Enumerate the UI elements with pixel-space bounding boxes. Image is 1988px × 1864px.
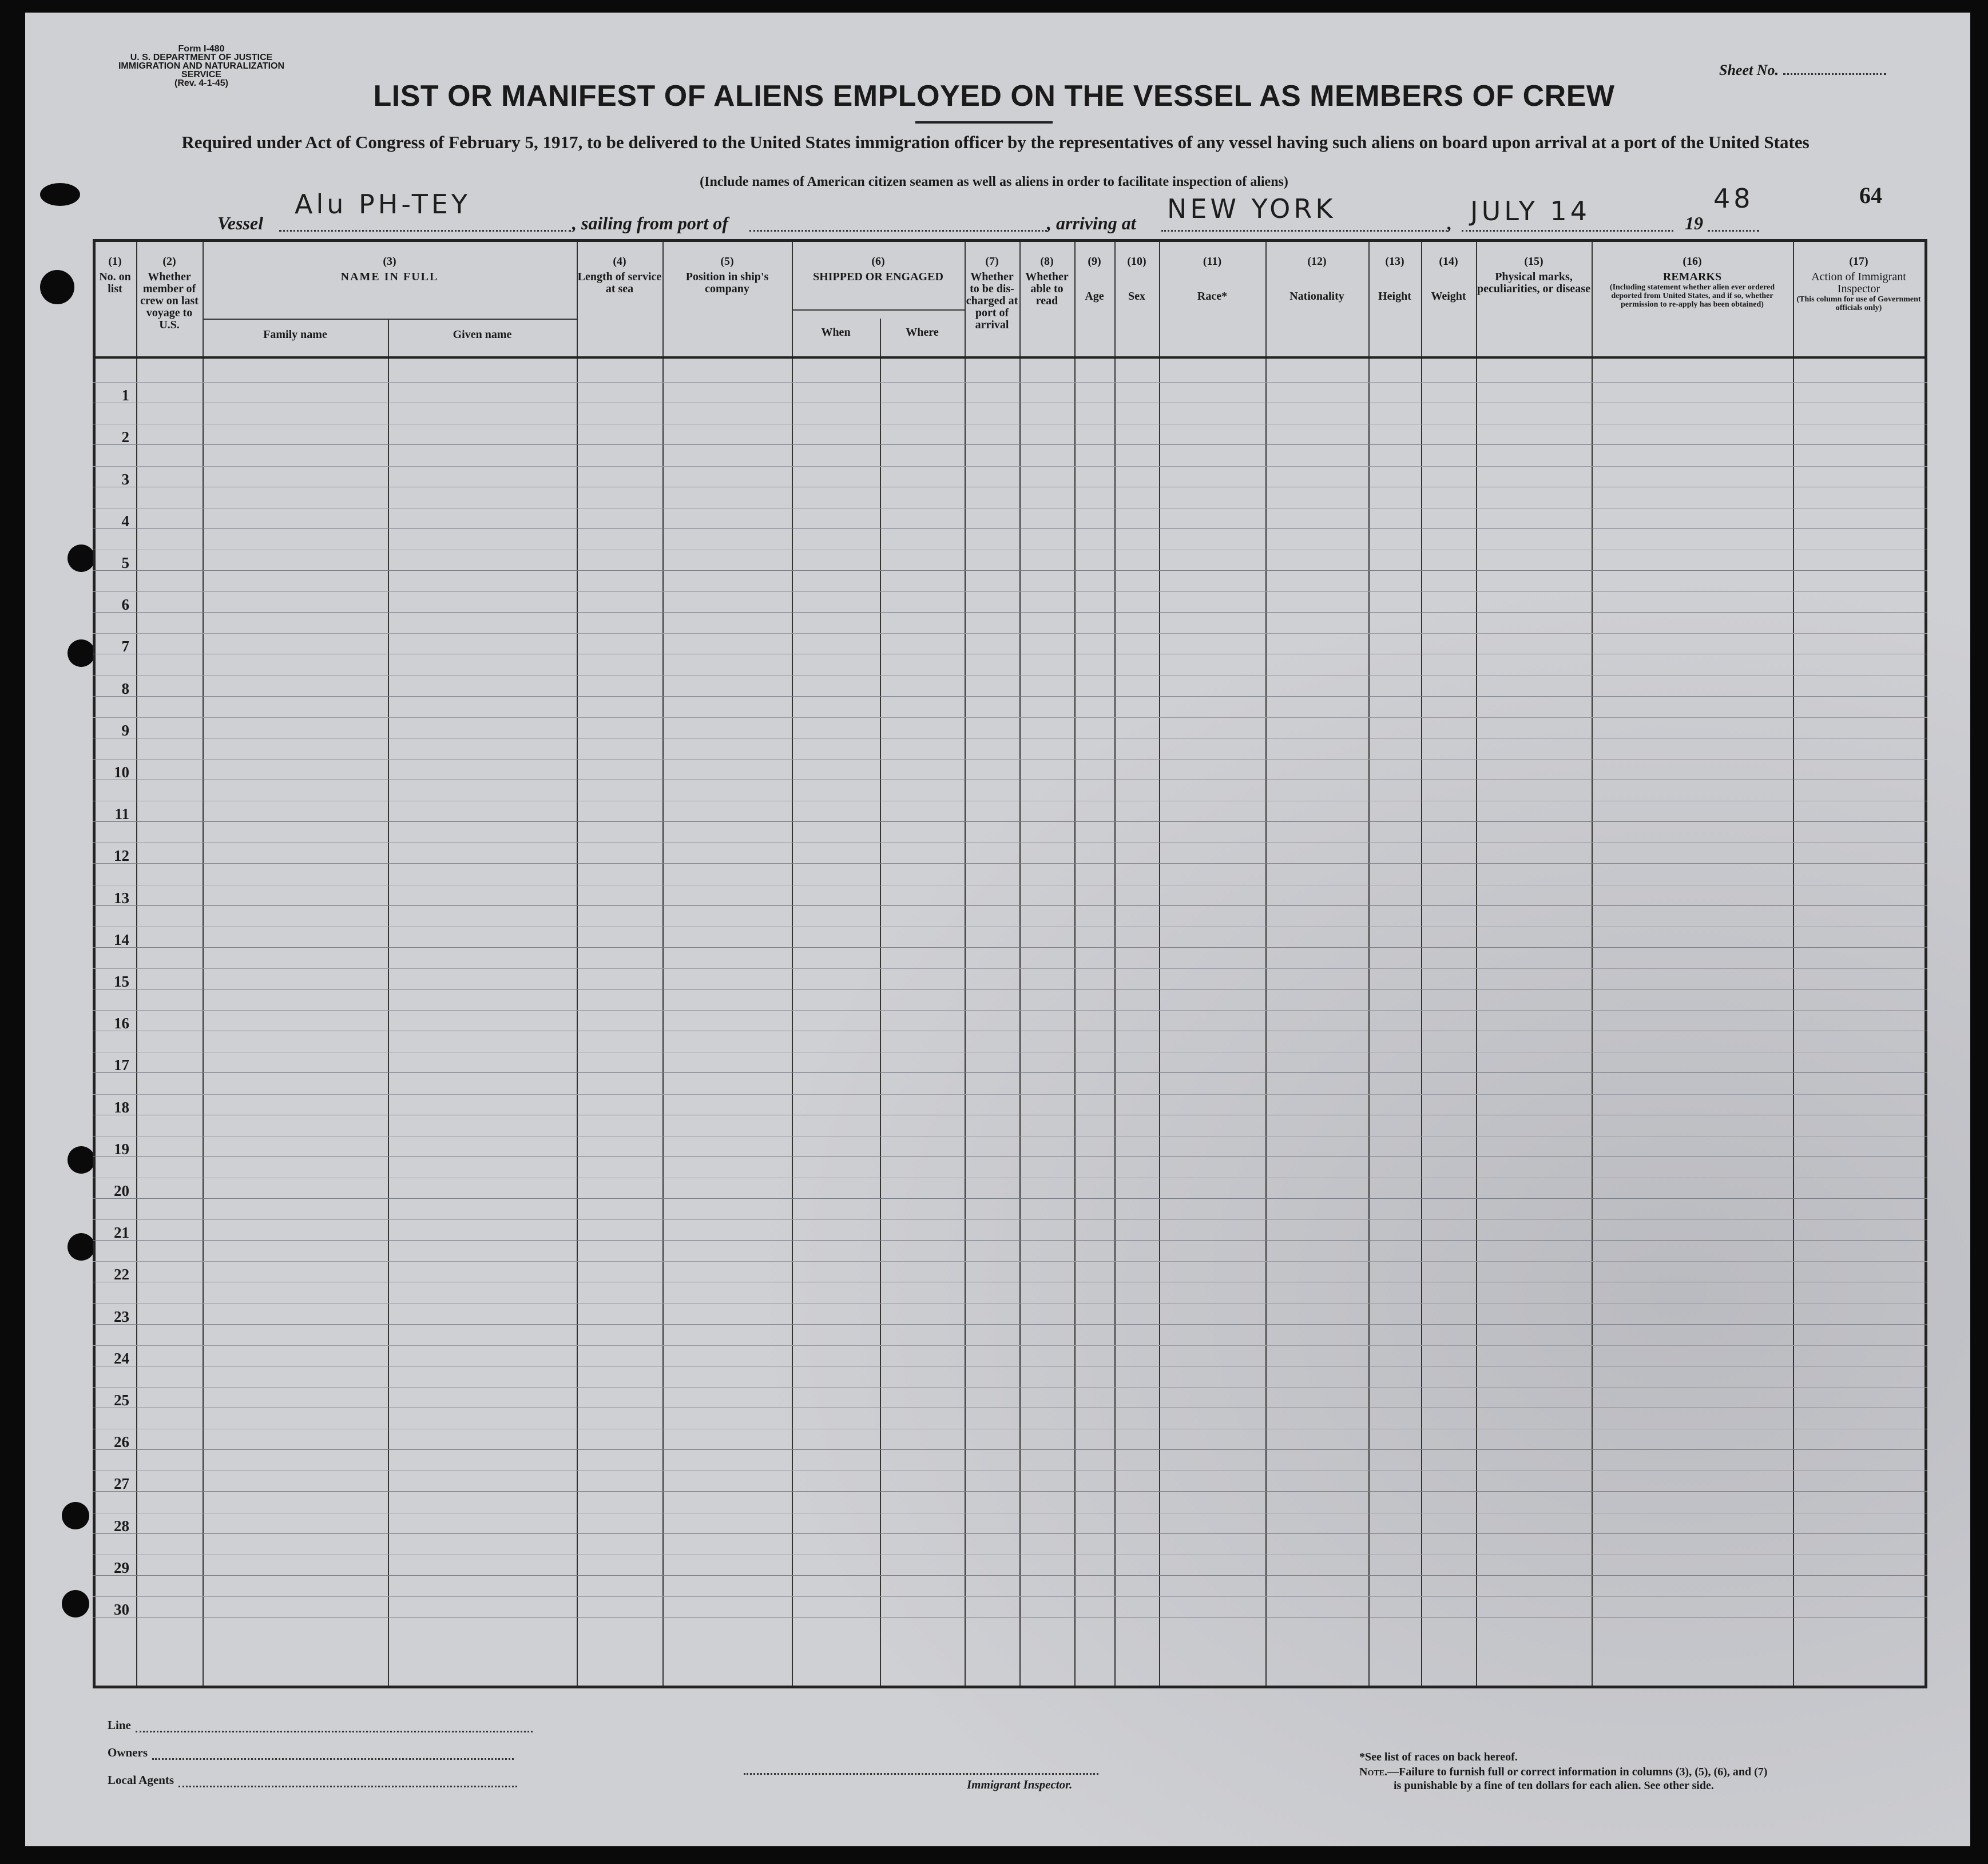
col-6-header: (6) SHIPPED OR ENGAGED bbox=[813, 255, 943, 283]
row-divider bbox=[93, 863, 1927, 864]
row-number: 11 bbox=[114, 805, 129, 823]
row-guide bbox=[93, 675, 1927, 676]
col-15-header: (15) Physical marks, peculiarities, or disease bbox=[1477, 255, 1590, 295]
punch-hole-icon bbox=[68, 639, 95, 667]
row-number: 30 bbox=[114, 1601, 129, 1618]
immigrant-inspector-label: Immigrant Inspector. bbox=[967, 1778, 1073, 1791]
col-13-header: (13) Height bbox=[1378, 255, 1411, 303]
row-divider bbox=[93, 1072, 1927, 1073]
penalty-note-2: is punishable by a fine of ten dollars for each alien. See other side. bbox=[1394, 1779, 1714, 1792]
row-divider bbox=[93, 1198, 1927, 1199]
punch-hole-icon bbox=[40, 270, 74, 304]
row-guide bbox=[93, 968, 1927, 969]
owners-field bbox=[108, 1746, 514, 1760]
where-header: Where bbox=[906, 326, 939, 339]
row-number: 5 bbox=[121, 554, 129, 571]
comma-sep: , bbox=[1447, 213, 1452, 233]
department: U. S. DEPARTMENT OF JUSTICE bbox=[130, 53, 273, 62]
row-guide bbox=[93, 1303, 1927, 1304]
crew-manifest-table bbox=[93, 239, 1927, 1688]
col-11-header: (11) Race* bbox=[1197, 255, 1228, 303]
col-2-header: (2) Whether member of crew on last voyage to U.S. bbox=[140, 255, 199, 331]
col-1-header: (1) No. on list bbox=[99, 255, 131, 295]
row-number: 2 bbox=[121, 428, 129, 446]
punch-hole-icon bbox=[68, 545, 95, 572]
row-divider bbox=[93, 947, 1927, 948]
col-7-header: (7) Whether to be dis-charged at port of arrival bbox=[966, 255, 1018, 331]
row-number: 6 bbox=[121, 596, 129, 614]
row-number: 21 bbox=[114, 1224, 129, 1242]
row-number: 7 bbox=[121, 638, 129, 655]
form-number: Form I-480 bbox=[178, 44, 225, 54]
year-value: 48 bbox=[1713, 183, 1754, 214]
punch-hole-icon bbox=[62, 1502, 89, 1529]
row-number: 26 bbox=[114, 1433, 129, 1451]
row-number: 28 bbox=[114, 1517, 129, 1535]
include-text: (Include names of American citizen seamen as well as aliens in order to facilitate inspection of aliens) bbox=[700, 174, 1288, 189]
owners-label: Owners bbox=[108, 1746, 148, 1759]
vessel-label: Vessel bbox=[217, 213, 263, 233]
family-name-header: Family name bbox=[263, 328, 327, 341]
row-number: 3 bbox=[121, 470, 129, 488]
title-rule bbox=[915, 121, 1053, 124]
row-number: 22 bbox=[114, 1266, 129, 1283]
row-guide bbox=[93, 1470, 1927, 1471]
when-header: When bbox=[821, 326, 851, 339]
year-prefix: 19 bbox=[1685, 213, 1703, 233]
row-guide bbox=[93, 633, 1927, 634]
row-number: 19 bbox=[114, 1140, 129, 1158]
row-divider bbox=[93, 570, 1927, 571]
row-guide bbox=[93, 1261, 1927, 1262]
sailing-field-line bbox=[749, 230, 1047, 232]
vessel-value: Alu PH-TEY bbox=[295, 189, 471, 220]
punch-hole-icon bbox=[62, 1590, 89, 1617]
sailing-label: , sailing from port of bbox=[572, 213, 728, 233]
sheet-number bbox=[1719, 62, 1886, 79]
row-divider bbox=[93, 696, 1927, 697]
col-4-header: (4) Length of service at sea bbox=[577, 255, 662, 295]
row-number: 13 bbox=[114, 889, 129, 907]
row-divider bbox=[93, 1324, 1927, 1325]
page-number: 64 bbox=[1859, 182, 1882, 208]
service: IMMIGRATION AND NATURALIZATION SERVICE bbox=[118, 61, 285, 80]
row-guide bbox=[93, 591, 1927, 592]
local-agents-label: Local Agents bbox=[108, 1773, 174, 1787]
col-8-header: (8) Whether able to read bbox=[1025, 255, 1069, 307]
row-guide bbox=[93, 1219, 1927, 1220]
row-number: 20 bbox=[114, 1182, 129, 1199]
col-17-header: (17) Action of Immigrant Inspector (This column for use of Government officials only) bbox=[1796, 255, 1921, 312]
vessel-field-line bbox=[279, 230, 571, 232]
col-3-header: (3) NAME IN FULL bbox=[340, 255, 439, 283]
col-10-header: (10) Sex bbox=[1127, 255, 1146, 303]
line-label: Line bbox=[108, 1718, 131, 1732]
row-number: 12 bbox=[114, 847, 129, 865]
date-field-line bbox=[1462, 230, 1673, 232]
row-number: 17 bbox=[114, 1056, 129, 1074]
col-16-header: (16) REMARKS (Including statement whether alien ever ordered deported from United States, and if so, whether permission to re-apply has been obtained) bbox=[1609, 255, 1775, 309]
row-divider bbox=[93, 612, 1927, 613]
row-divider bbox=[93, 1156, 1927, 1157]
row-number: 8 bbox=[121, 679, 129, 697]
row-number: 15 bbox=[114, 973, 129, 990]
row-number: 10 bbox=[114, 764, 129, 781]
col-5-header: (5) Position in ship's company bbox=[685, 255, 769, 295]
revision: (Rev. 4-1-45) bbox=[174, 78, 228, 88]
punch-hole-icon bbox=[68, 1233, 95, 1261]
date-value: JULY 14 bbox=[1470, 196, 1591, 226]
row-number: 1 bbox=[121, 387, 129, 404]
row-guide bbox=[93, 1094, 1927, 1095]
row-divider bbox=[93, 905, 1927, 906]
col-14-header: (14) Weight bbox=[1431, 255, 1466, 303]
row-divider bbox=[93, 821, 1927, 822]
race-note: *See list of races on back hereof. bbox=[1359, 1751, 1518, 1763]
row-number: 27 bbox=[114, 1475, 129, 1493]
row-guide bbox=[93, 1345, 1927, 1346]
row-divider bbox=[93, 1575, 1927, 1576]
row-divider bbox=[93, 1533, 1927, 1534]
col-12-header: (12) Nationality bbox=[1289, 255, 1344, 303]
row-guide bbox=[93, 717, 1927, 718]
row-guide bbox=[93, 1596, 1927, 1597]
note-text: —Failure to furnish full or correct information in columns (3), (5), (6), and (7) bbox=[1387, 1766, 1768, 1778]
page-title: LIST OR MANIFEST OF ALIENS EMPLOYED ON THE VESSEL AS MEMBERS OF CREW bbox=[373, 80, 1615, 113]
row-guide bbox=[93, 1010, 1927, 1011]
row-number: 29 bbox=[114, 1559, 129, 1576]
row-number: 9 bbox=[121, 721, 129, 739]
row-guide bbox=[93, 842, 1927, 843]
row-divider bbox=[93, 1449, 1927, 1450]
note-prefix: Note. bbox=[1359, 1766, 1388, 1778]
row-number: 18 bbox=[114, 1098, 129, 1116]
row-number: 4 bbox=[121, 512, 129, 530]
required-text: Required under Act of Congress of February 5, 1917, to be delivered to the United States immigration officer by the representatives of any vessel having such aliens on board upon arrival at a port of the United States bbox=[181, 132, 1810, 152]
arriving-value: NEW YORK bbox=[1167, 193, 1336, 224]
col-9-header: (9) Age bbox=[1085, 255, 1104, 303]
year-field-line bbox=[1708, 230, 1759, 232]
row-number: 24 bbox=[114, 1349, 129, 1367]
arriving-field-line bbox=[1161, 230, 1447, 232]
row-guide bbox=[93, 1387, 1927, 1388]
sheet-label: Sheet No. bbox=[1719, 62, 1779, 78]
local-agents-field bbox=[108, 1773, 517, 1787]
line-field bbox=[108, 1718, 533, 1732]
row-number: 23 bbox=[114, 1307, 129, 1325]
row-number: 16 bbox=[114, 1015, 129, 1032]
row-guide bbox=[93, 759, 1927, 760]
row-divider bbox=[93, 528, 1927, 529]
row-number: 25 bbox=[114, 1392, 129, 1409]
punch-hole-icon bbox=[68, 1146, 95, 1174]
row-divider bbox=[93, 1240, 1927, 1241]
row-divider bbox=[93, 444, 1927, 445]
row-number: 14 bbox=[114, 931, 129, 948]
inspector-signature-line bbox=[744, 1773, 1098, 1775]
given-name-header: Given name bbox=[453, 328, 512, 341]
arriving-label: , arriving at bbox=[1047, 213, 1136, 233]
row-divider bbox=[93, 1491, 1927, 1492]
row-guide bbox=[93, 382, 1927, 383]
penalty-note bbox=[1359, 1765, 1767, 1779]
row-guide bbox=[93, 466, 1927, 467]
